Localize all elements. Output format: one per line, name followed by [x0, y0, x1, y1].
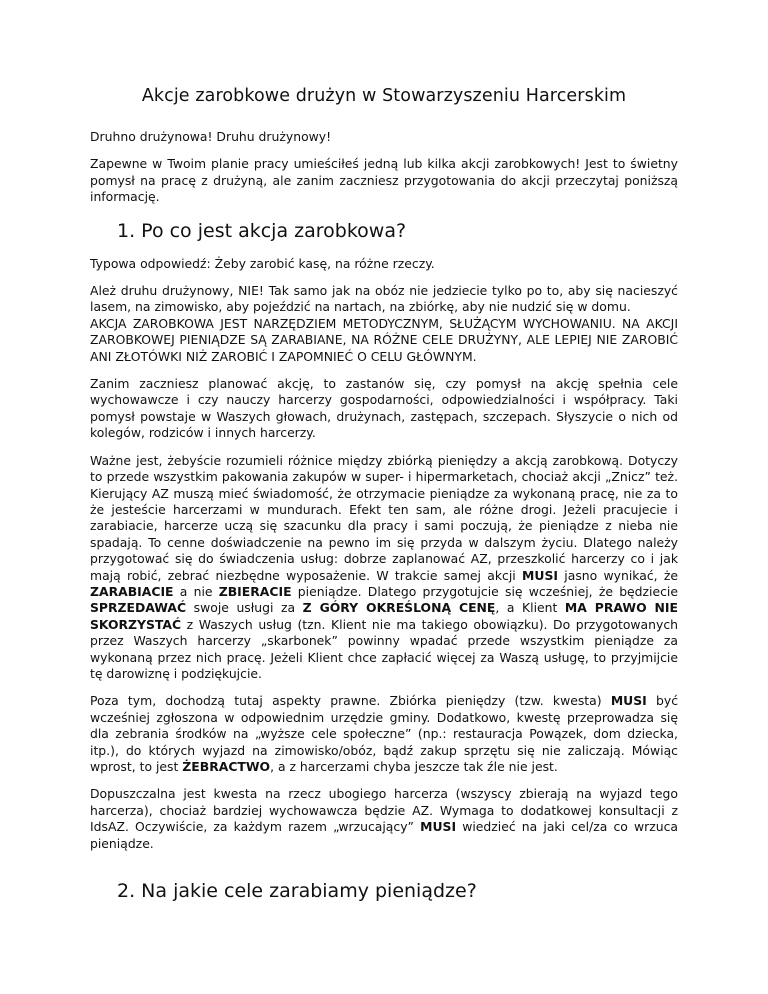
text-segment: wiedzieć na jaki cel/za co wrzuca pieniądze. — [90, 819, 678, 851]
typical-answer-paragraph: Typowa odpowiedź: Żeby zarobić kasę, na różne rzeczy. — [90, 255, 435, 271]
emphasis-right-to-decline: MA PRAWO NIE SKORZYSTAĆ — [90, 600, 678, 632]
text-segment: Ważne jest, żebyście rozumieli różnice między zbiórką pieniędzy a akcją zarobkową. Dotyczy to przede wszystkim pakowania zakupów w super- i hipermarketach, chociaż akcji „Znicz” też. Kierujący AZ muszą mieć świadomość, że otrzymacie pieniądze za wykonaną pracę, nie za to że jesteście harcerzami w mundurach. Efekt ten sam, ale różne drogi. Jeżeli pracujecie i zarabiacie, harcerze uczą się szacunku dla pracy i sami poczują, że pieniądze z nieba nie spadają. To cenne doświadczenie na pewno im się przyda w dalszym życiu. Dlatego należy przygotować się do świadczenia usług: dobrze zaplanować AZ, przeszkolić harcerzy co i jak mają robić, zebrać niezbędne wyposażenie. W trakcie samej akcji — [90, 452, 678, 583]
emphasis-musi: MUSI — [522, 567, 558, 583]
section-1-heading: 1. Po co jest akcja zarobkowa? — [117, 219, 407, 242]
allowed-collection-paragraph — [90, 786, 678, 852]
emphasis-zebractwo: ŻEBRACTWO — [182, 759, 271, 774]
text-segment: , a Klient — [495, 600, 565, 616]
emphasis-zbieracie: ZBIERACIE — [218, 583, 292, 599]
section-2-heading: 2. Na jakie cele zarabiamy pieniądze? — [117, 880, 477, 903]
text-segment: Dopuszczalna jest kwesta na rzecz ubogiego harcerza (wszyscy zbierają na wyjazd tego harcerza), chociaż bardziej wychowawcza będzie AZ. Wymaga to dodatkowej konsultacji z IdsAZ. Oczywiście, za każdym razem „wrzucający” — [90, 786, 678, 835]
text-segment: a nie — [173, 583, 219, 599]
greeting: Druhno drużynowa! Druhu drużynowy! — [90, 129, 332, 144]
text-segment: , a z harcerzami chyba jeszcze tak źle nie jest. — [270, 759, 558, 774]
text-segment: jasno wynikać, że — [557, 567, 678, 583]
text-segment: swoje usługi za — [186, 600, 303, 616]
text-segment: z Waszych usług (tzn. Klient nie ma takiego obowiązku). Do przygotowanych przez Waszych harcerzy „skarbonek” powinny wpadać przede wszystkim pieniądze za wykonaną przez nich pracę. Jeżeli Klient chce zapłacić więcej za Waszą usługę, to przyjmijcie tę darowiznę i podziękujcie. — [90, 616, 678, 681]
difference-paragraph — [90, 453, 678, 683]
text-segment: Poza tym, dochodzą tutaj aspekty prawne. Zbiórka pieniędzy (tzw. kwesta) — [90, 693, 611, 709]
planning-paragraph: Zanim zaczniesz planować akcję, to zastanów się, czy pomysł na akcję spełnia cele wychowawcze i czy nauczy harcerzy gospodarności, odpowiedzialności i współpracy. Taki pomysł powstaje w Waszych głowach, drużynach, zastępach, szczepach. Słyszycie o nich od kolegów, rodziców i innych harcerzy. — [90, 376, 678, 441]
legal-aspects-paragraph — [90, 693, 678, 775]
capitalized-statement-paragraph: AKCJA ZAROBKOWA JEST NARZĘDZIEM METODYCZNYM, SŁUŻĄCYM WYCHOWANIU. NA AKCJI ZAROBKOWEJ PIENIĄDZE SĄ ZARABIANE, NA RÓŻNE CELE DRUŻYNY, ALE LEPIEJ NIE ZAROBIĆ ANI ZŁOTÓWKI NIŻ ZAROBIĆ I ZAPOMNIEĆ O CELU GŁÓWNYM. — [90, 315, 678, 364]
emphasis-fixed-price: Z GÓRY OKREŚLONĄ CENĘ — [302, 600, 496, 616]
emphasis-musi: MUSI — [610, 693, 647, 709]
emphasis-zarabiacie: ZARABIACIE — [90, 583, 174, 599]
emphasis-musi: MUSI — [420, 819, 457, 835]
emphasis-sprzedawac: SPRZEDAWAĆ — [90, 600, 187, 616]
text-segment: pieniądze. Dlatego przygotujcie się wcześniej, że będziecie — [291, 583, 678, 599]
document-title: Akcje zarobkowe drużyn w Stowarzyszeniu Harcerskim — [141, 86, 627, 106]
text-segment: być wcześniej zgłoszona w odpowiednim urzędzie gminy. Dodatkowo, kwestę przeprowadza się dla zebrania środków na „wyższe cele społeczne” (np.: restauracja Powązek, dom dziecka, itp.), do których wyjazd na zimowisko/obóz, bądź zakup sprzętu się nie zaliczają. Mówiąc wprost, to jest — [90, 693, 679, 774]
rebuttal-paragraph: Ależ druhu drużynowy, NIE! Tak samo jak na obóz nie jedziecie tylko po to, aby się nacieszyć lasem, na zimowisko, aby pojeździć na nartach, na zbiórkę, aby nie nudzić się w domu. — [90, 283, 678, 315]
intro-paragraph: Zapewne w Twoim planie pracy umieściłeś jedną lub kilka akcji zarobkowych! Jest to świetny pomysł na pracę z drużyną, ale zanim zaczniesz przygotowania do akcji przeczytaj poniższą informację. — [90, 156, 678, 205]
